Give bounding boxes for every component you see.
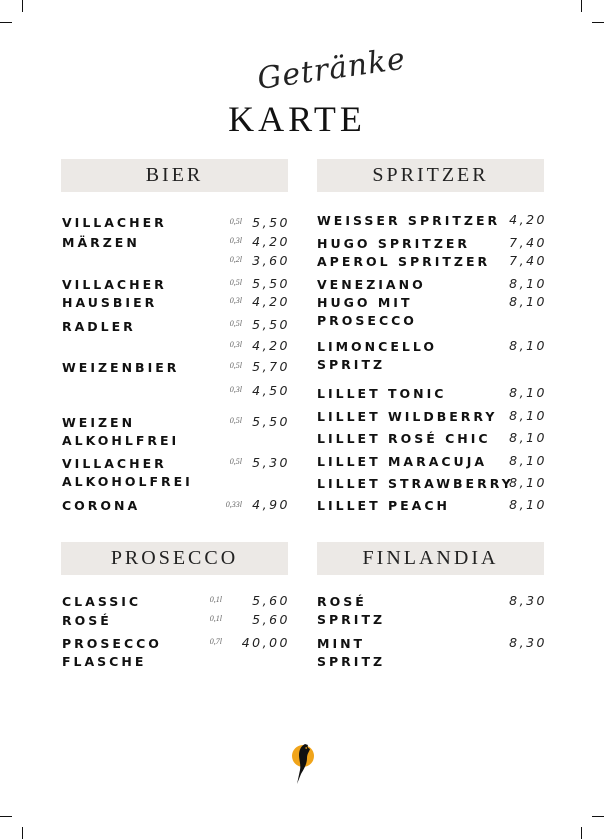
- menu-item-name: VILLACHER: [62, 277, 167, 292]
- menu-item-price: 40,00: [241, 635, 290, 650]
- menu-item-name: HUGO SPRITZER: [317, 236, 471, 251]
- menu-item-name: MINT: [317, 636, 366, 651]
- menu-item-name: ALKOHOLFREI: [62, 474, 193, 489]
- menu-item-price: 8,10: [509, 385, 547, 400]
- menu-item-name: HUGO MIT: [317, 295, 413, 310]
- serving-size: 0,5l: [229, 319, 242, 328]
- menu-item-price: 8,10: [509, 453, 547, 468]
- section-header-prosecco: PROSECCO: [61, 542, 288, 575]
- section-header-spritzer: SPRITZER: [317, 159, 544, 192]
- menu-item-price: 8,10: [509, 276, 547, 291]
- serving-size: 0,3l: [229, 236, 242, 245]
- menu-item-name: PROSECCO: [62, 636, 162, 651]
- serving-size: 0,5l: [229, 416, 242, 425]
- menu-item-name: LILLET ROSÉ CHIC: [317, 431, 491, 446]
- menu-item-price: 4,20: [252, 294, 290, 309]
- section-header-finlandia: FINLANDIA: [317, 542, 544, 575]
- menu-item-price: 3,60: [252, 253, 290, 268]
- menu-item-price: 5,60: [252, 612, 290, 627]
- menu-item-name: ROSÉ: [62, 613, 112, 628]
- menu-item-price: 4,50: [252, 383, 290, 398]
- crop-mark: [22, 827, 23, 839]
- menu-item-name: RADLER: [62, 319, 136, 334]
- menu-item-price: 5,70: [252, 359, 290, 374]
- menu-item-price: 8,10: [509, 338, 547, 353]
- crop-mark: [0, 22, 12, 23]
- logo-bird-eye: [305, 747, 307, 749]
- menu-item-price: 8,10: [509, 497, 547, 512]
- menu-item-price: 5,50: [252, 414, 290, 429]
- script-title: Getränke: [255, 41, 408, 97]
- menu-item-name: VENEZIANO: [317, 277, 426, 292]
- parrot-sun-logo-icon: [288, 742, 318, 786]
- menu-item-name: HAUSBIER: [62, 295, 158, 310]
- menu-item-price: 8,30: [509, 635, 547, 650]
- menu-item-name: LILLET TONIC: [317, 386, 447, 401]
- menu-item-price: 7,40: [509, 235, 547, 250]
- serving-size: 0,5l: [229, 278, 242, 287]
- serving-size: 0,7l: [209, 637, 222, 646]
- crop-mark: [581, 0, 582, 12]
- menu-item-name: LIMONCELLO: [317, 339, 437, 354]
- crop-mark: [0, 816, 12, 817]
- serving-size: 0,33l: [225, 500, 242, 509]
- menu-item-name: VILLACHER: [62, 215, 167, 230]
- menu-item-price: 8,10: [509, 475, 547, 490]
- crop-mark: [22, 0, 23, 12]
- menu-item-price: 5,60: [252, 593, 290, 608]
- menu-item-price: 4,20: [252, 234, 290, 249]
- menu-item-name: LILLET PEACH: [317, 498, 450, 513]
- serving-size: 0,5l: [229, 217, 242, 226]
- serving-size: 0,3l: [229, 385, 242, 394]
- menu-item-name: FLASCHE: [62, 654, 147, 669]
- menu-item-name: LILLET WILDBERRY: [317, 409, 498, 424]
- menu-item-name: ALKOHLFREI: [62, 433, 180, 448]
- menu-item-name: MÄRZEN: [62, 235, 140, 250]
- menu-item-name: PROSECCO: [317, 313, 417, 328]
- menu-item-name: ROSÉ: [317, 594, 367, 609]
- menu-item-price: 5,30: [252, 455, 290, 470]
- menu-item-name: CORONA: [62, 498, 141, 513]
- menu-item-price: 8,10: [509, 408, 547, 423]
- menu-item-name: WEIZENBIER: [62, 360, 180, 375]
- serving-size: 0,3l: [229, 296, 242, 305]
- menu-item-name: SPRITZ: [317, 612, 386, 627]
- menu-item-price: 8,10: [509, 430, 547, 445]
- menu-item-price: 5,50: [252, 215, 290, 230]
- menu-item-price: 5,50: [252, 276, 290, 291]
- menu-item-price: 4,20: [252, 338, 290, 353]
- serving-size: 0,1l: [209, 595, 222, 604]
- serving-size: 0,1l: [209, 614, 222, 623]
- menu-item-name: LILLET MARACUJA: [317, 454, 488, 469]
- menu-item-name: WEISSER SPRITZER: [317, 213, 501, 228]
- menu-item-name: APEROL SPRITZER: [317, 254, 491, 269]
- menu-item-name: LILLET STRAWBERRY: [317, 476, 514, 491]
- menu-item-price: 4,90: [252, 497, 290, 512]
- page-title: KARTE: [228, 99, 366, 139]
- menu-item-price: 7,40: [509, 253, 547, 268]
- serving-size: 0,2l: [229, 255, 242, 264]
- serving-size: 0,5l: [229, 361, 242, 370]
- menu-item-name: SPRITZ: [317, 357, 386, 372]
- crop-mark: [581, 827, 582, 839]
- menu-item-name: WEIZEN: [62, 415, 136, 430]
- menu-item-name: CLASSIC: [62, 594, 142, 609]
- menu-item-price: 5,50: [252, 317, 290, 332]
- menu-item-price: 4,20: [509, 212, 547, 227]
- serving-size: 0,3l: [229, 340, 242, 349]
- section-header-bier: BIER: [61, 159, 288, 192]
- menu-item-price: 8,30: [509, 593, 547, 608]
- crop-mark: [592, 816, 604, 817]
- serving-size: 0,5l: [229, 457, 242, 466]
- menu-item-name: SPRITZ: [317, 654, 386, 669]
- menu-item-name: VILLACHER: [62, 456, 167, 471]
- menu-item-price: 8,10: [509, 294, 547, 309]
